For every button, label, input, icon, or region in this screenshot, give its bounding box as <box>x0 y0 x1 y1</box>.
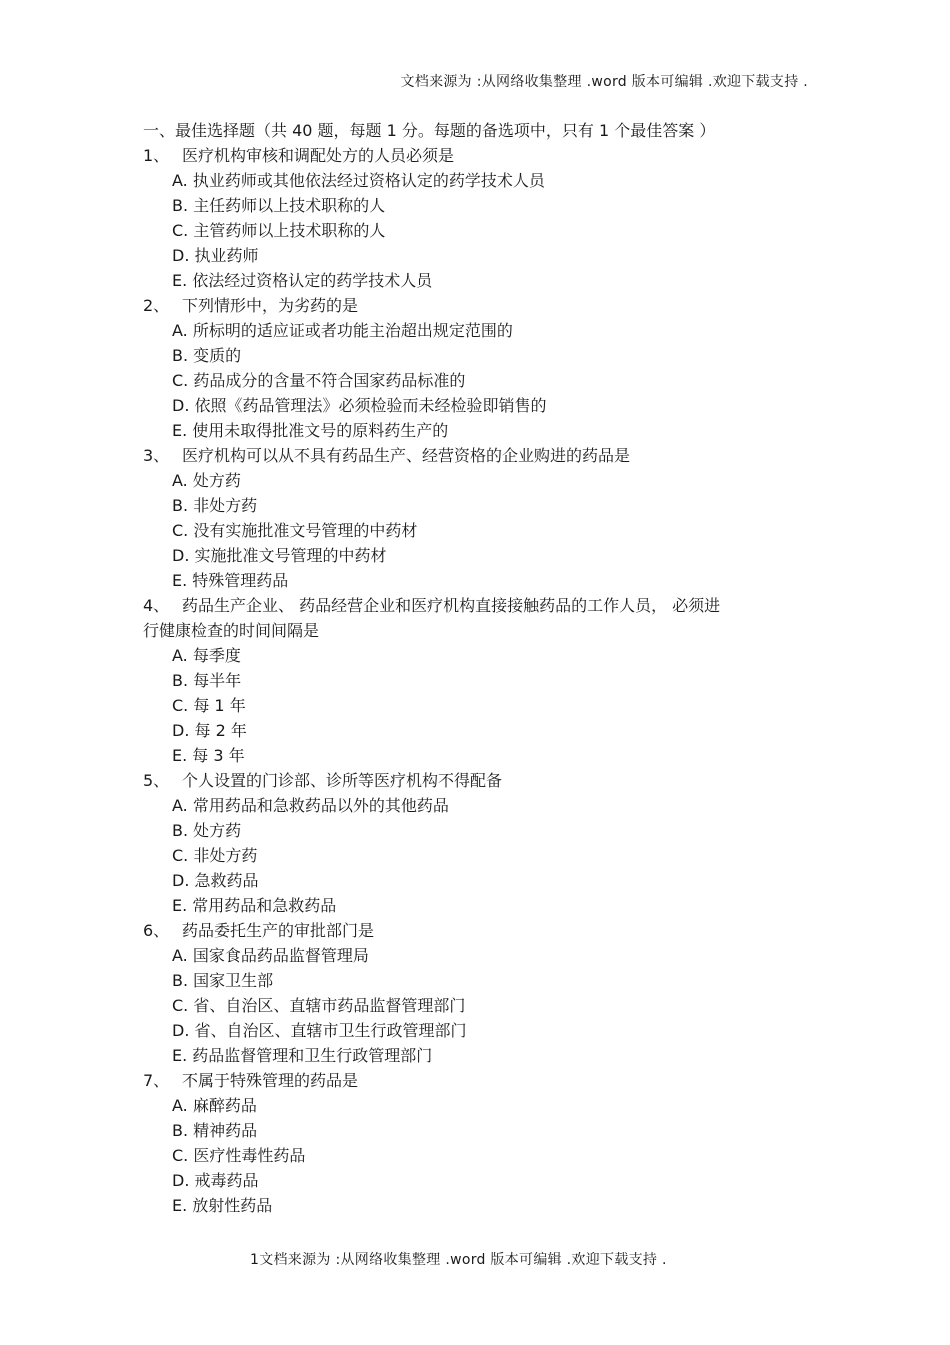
answer-option: E. 使用未取得批准文号的原料药生产的 <box>172 421 449 440</box>
question-item <box>143 1068 808 1218</box>
question-stem <box>143 143 808 168</box>
answer-option: E. 常用药品和急救药品 <box>172 896 337 915</box>
section-title: 一、最佳选择题（共 40 题，每题 1 分。每题的备选项中，只有 1 个最佳答案 ） <box>143 121 716 140</box>
question-number: 3、 <box>143 446 170 465</box>
answer-option: B. 国家卫生部 <box>172 971 274 990</box>
question-stem <box>143 293 808 318</box>
question-text: 医疗机构审核和调配处方的人员必须是 <box>182 146 455 165</box>
question-stem <box>143 918 808 943</box>
question-text: 药品委托生产的审批部门是 <box>182 921 375 940</box>
question-item <box>143 293 808 443</box>
answer-option: B. 处方药 <box>172 821 242 840</box>
question-stem <box>143 443 808 468</box>
answer-option: D. 每 2 年 <box>172 721 247 740</box>
question-item <box>143 143 808 293</box>
question-number: 6、 <box>143 921 170 940</box>
answer-option: D. 实施批准文号管理的中药材 <box>172 546 387 565</box>
answer-option: B. 变质的 <box>172 346 242 365</box>
question-item <box>143 593 808 768</box>
question-text: 不属于特殊管理的药品是 <box>182 1071 359 1090</box>
question-number: 5、 <box>143 771 170 790</box>
question-text: 下列情形中，为劣药的是 <box>182 296 359 315</box>
answer-option: E. 每 3 年 <box>172 746 245 765</box>
question-text-continued: 行健康检查的时间间隔是 <box>143 621 320 640</box>
option-list <box>143 468 808 593</box>
answer-option: A. 国家食品药品监督管理局 <box>172 946 369 965</box>
answer-option: B. 精神药品 <box>172 1121 258 1140</box>
answer-option: A. 所标明的适应证或者功能主治超出规定范围的 <box>172 321 513 340</box>
answer-option: C. 主管药师以上技术职称的人 <box>172 221 386 240</box>
option-list <box>143 168 808 293</box>
answer-option: E. 依法经过资格认定的药学技术人员 <box>172 271 433 290</box>
option-list <box>143 318 808 443</box>
answer-option: C. 省、自治区、直辖市药品监督管理部门 <box>172 996 466 1015</box>
answer-option: B. 非处方药 <box>172 496 258 515</box>
option-list <box>143 1093 808 1218</box>
option-list <box>143 943 808 1068</box>
question-number: 7、 <box>143 1071 170 1090</box>
question-number: 2、 <box>143 296 170 315</box>
answer-option: A. 每季度 <box>172 646 241 665</box>
answer-option: A. 处方药 <box>172 471 241 490</box>
question-stem <box>143 1068 808 1093</box>
document-body <box>143 118 808 1218</box>
answer-option: B. 每半年 <box>172 671 242 690</box>
question-text: 医疗机构可以从不具有药品生产、经营资格的企业购进的药品是 <box>182 446 631 465</box>
answer-option: A. 执业药师或其他依法经过资格认定的药学技术人员 <box>172 171 545 190</box>
option-list <box>143 793 808 918</box>
answer-option: E. 特殊管理药品 <box>172 571 289 590</box>
question-stem <box>143 768 808 793</box>
question-item <box>143 768 808 918</box>
question-number: 4、 <box>143 596 170 615</box>
answer-option: C. 每 1 年 <box>172 696 246 715</box>
answer-option: C. 没有实施批准文号管理的中药材 <box>172 521 418 540</box>
question-text: 个人设置的门诊部、诊所等医疗机构不得配备 <box>182 771 503 790</box>
question-stem <box>143 593 808 618</box>
question-number: 1、 <box>143 146 170 165</box>
question-item <box>143 918 808 1068</box>
page-footer-note: 1文档来源为 :从网络收集整理 .word 版本可编辑 .欢迎下载支持 . <box>250 1252 667 1268</box>
answer-option: C. 医疗性毒性药品 <box>172 1146 306 1165</box>
question-text: 药品生产企业、 药品经营企业和医疗机构直接接触药品的工作人员， 必须进 <box>182 596 721 615</box>
question-list <box>143 143 808 1218</box>
answer-option: D. 执业药师 <box>172 246 259 265</box>
answer-option: E. 药品监督管理和卫生行政管理部门 <box>172 1046 433 1065</box>
answer-option: D. 急救药品 <box>172 871 259 890</box>
answer-option: C. 药品成分的含量不符合国家药品标准的 <box>172 371 466 390</box>
answer-option: D. 戒毒药品 <box>172 1171 259 1190</box>
page-header-note: 文档来源为 :从网络收集整理 .word 版本可编辑 .欢迎下载支持 . <box>400 74 808 90</box>
answer-option: B. 主任药师以上技术职称的人 <box>172 196 386 215</box>
answer-option: D. 依照《药品管理法》必须检验而未经检验即销售的 <box>172 396 547 415</box>
answer-option: E. 放射性药品 <box>172 1196 273 1215</box>
answer-option: C. 非处方药 <box>172 846 258 865</box>
answer-option: A. 常用药品和急救药品以外的其他药品 <box>172 796 449 815</box>
option-list <box>143 643 808 768</box>
answer-option: A. 麻醉药品 <box>172 1096 257 1115</box>
question-item <box>143 443 808 593</box>
answer-option: D. 省、自治区、直辖市卫生行政管理部门 <box>172 1021 467 1040</box>
